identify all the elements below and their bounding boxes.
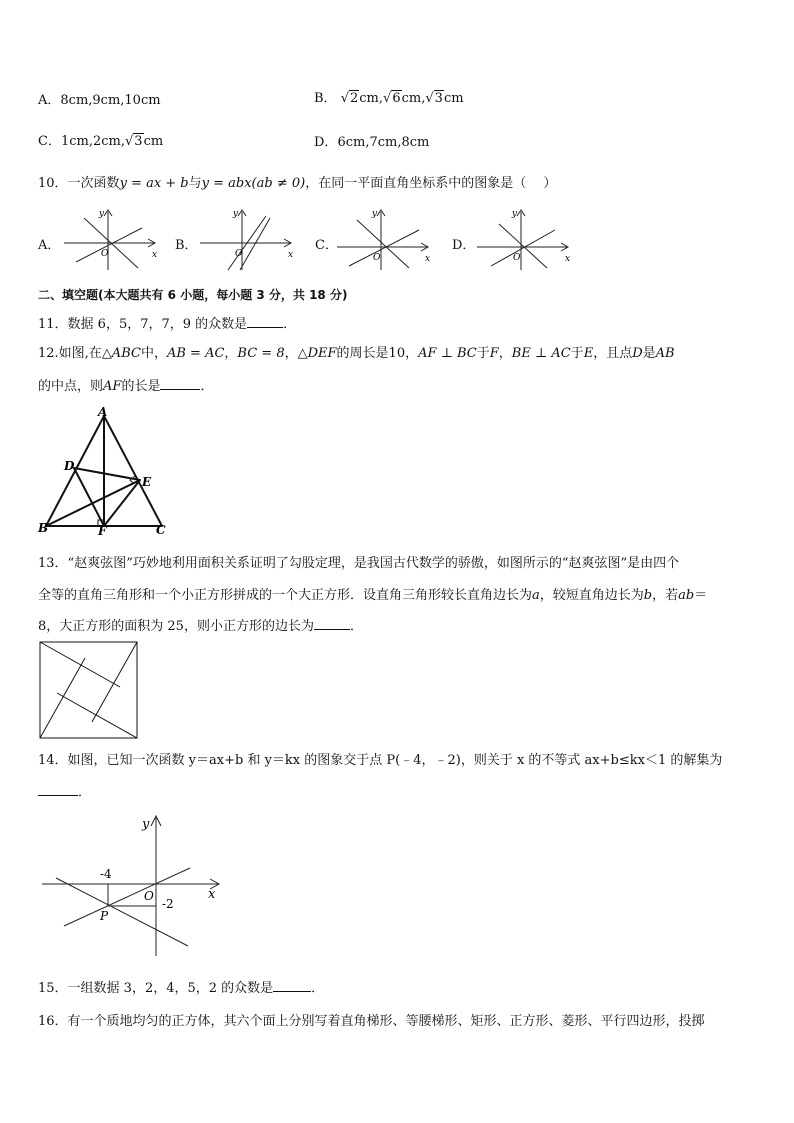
- line-2: [76, 228, 142, 262]
- q10-stem: 10．一次函数y = ax + b与y = abx(ab ≠ 0)，在同一平面直角坐标系中的图象是（ ）: [38, 176, 557, 191]
- sqrt-3: √3: [425, 91, 443, 106]
- q14-line1: 14．如图，已知一次函数 y＝ax+b 和 y＝kx 的图象交于点 P(﹣4，﹣2)，则关于 x 的不等式 ax+b≤kx＜1 的解集为: [38, 753, 723, 768]
- q12-line1: 12.如图,在△ABC中，AB = AC，BC = 8，△DEF的周长是10，AF ⊥ BC于F，BE ⊥ AC于E，且点D是AB: [38, 346, 675, 361]
- q9-option-d: D．6cm,7cm,8cm: [314, 135, 430, 150]
- label-minus-2: -2: [162, 897, 174, 911]
- q13-line1: 13．“赵爽弦图”巧妙地利用面积关系证明了勾股定理，是我国古代数学的骄傲，如图所示的“赵爽弦图”是由四个: [38, 556, 680, 571]
- q13-answer-blank[interactable]: [314, 617, 350, 630]
- x-label: x: [425, 254, 431, 264]
- label-minus-4: -4: [100, 867, 112, 881]
- q16-text: 16．有一个质地均匀的正方体，其六个面上分别写着直角梯形、等腰梯形、矩形、正方形、菱形、平行四边形，投掷: [38, 1014, 705, 1029]
- label-a: A: [98, 405, 108, 419]
- q15-text: 15．一组数据 3，2，4，5，2 的众数是 ．: [38, 981, 325, 996]
- y-label: y: [98, 209, 104, 219]
- q14-line2: ．: [38, 781, 91, 800]
- sqrt-6: √6: [383, 91, 401, 106]
- q12-line2: 的中点，则AF的长是 ．: [38, 379, 214, 394]
- origin-label: O: [235, 249, 243, 259]
- q10-option-a-label: A．: [38, 238, 61, 253]
- hyp-4: [40, 658, 85, 738]
- x-label: x: [208, 887, 216, 902]
- q9-option-b: B． √2cm,√6cm,√3cm: [314, 91, 464, 106]
- q14-graph: [38, 812, 228, 960]
- label-d: D: [64, 459, 75, 473]
- q12-triangle-figure: [38, 405, 168, 538]
- q12-answer-blank[interactable]: [160, 377, 200, 390]
- x-label: x: [565, 254, 571, 264]
- x-label: x: [152, 250, 158, 260]
- label-f: F: [98, 524, 107, 538]
- line-y-ax-b: [56, 878, 188, 946]
- origin-label: O: [513, 253, 521, 263]
- q10-option-c-label: C．: [315, 238, 338, 253]
- label-c: C: [156, 523, 166, 537]
- hyp-1: [40, 642, 120, 687]
- q9-option-a: A．8cm,9cm,10cm: [38, 93, 161, 108]
- line-1: [499, 224, 547, 268]
- sqrt-2: √2: [340, 91, 359, 106]
- q15-answer-blank[interactable]: [273, 979, 311, 992]
- q11-text: 11．数据 6，5，7，7，9 的众数是 ．: [38, 317, 297, 332]
- q10-graph-c: [335, 206, 435, 272]
- q10-option-b-label: B．: [175, 238, 198, 253]
- q9-option-c: C．1cm,2cm,√3cm: [38, 134, 164, 149]
- y-label: y: [371, 209, 377, 219]
- label-e: E: [142, 475, 152, 489]
- line-1: [240, 218, 270, 270]
- origin-label: O: [144, 889, 154, 903]
- hyp-2: [92, 642, 137, 722]
- y-label: y: [511, 209, 517, 219]
- section-title: 二、填空题(本大题共有 6 小题，每小题 3 分，共 18 分): [38, 288, 348, 302]
- q13-line2: 全等的直角三角形和一个小正方形拼成的一个大正方形．设直角三角形较长直角边长为a，较短直角边长为b，若ab＝: [38, 588, 708, 603]
- origin-label: O: [101, 249, 109, 259]
- q10-graph-b: [198, 206, 298, 272]
- y-label: y: [232, 209, 238, 219]
- line-2: [491, 230, 555, 266]
- q10-option-d-label: D．: [452, 238, 476, 253]
- q10-graph-d: [475, 206, 575, 272]
- hyp-3: [57, 693, 137, 738]
- sqrt-3-c: √3: [124, 134, 143, 149]
- q14-answer-blank[interactable]: [38, 783, 78, 796]
- zhao-shuang-figure: [39, 641, 139, 739]
- x-label: x: [288, 250, 294, 260]
- outer-square: [40, 642, 137, 738]
- point-p-label: P: [100, 909, 109, 923]
- q10-graph-a: [62, 206, 162, 272]
- q11-answer-blank[interactable]: [247, 315, 283, 328]
- line-2: [349, 230, 419, 266]
- line-1: [357, 220, 409, 268]
- origin-label: O: [373, 253, 381, 263]
- label-b: B: [38, 521, 49, 535]
- q13-line3: 8，大正方形的面积为 25，则小正方形的边长为 ．: [38, 619, 363, 634]
- y-label: y: [142, 817, 150, 832]
